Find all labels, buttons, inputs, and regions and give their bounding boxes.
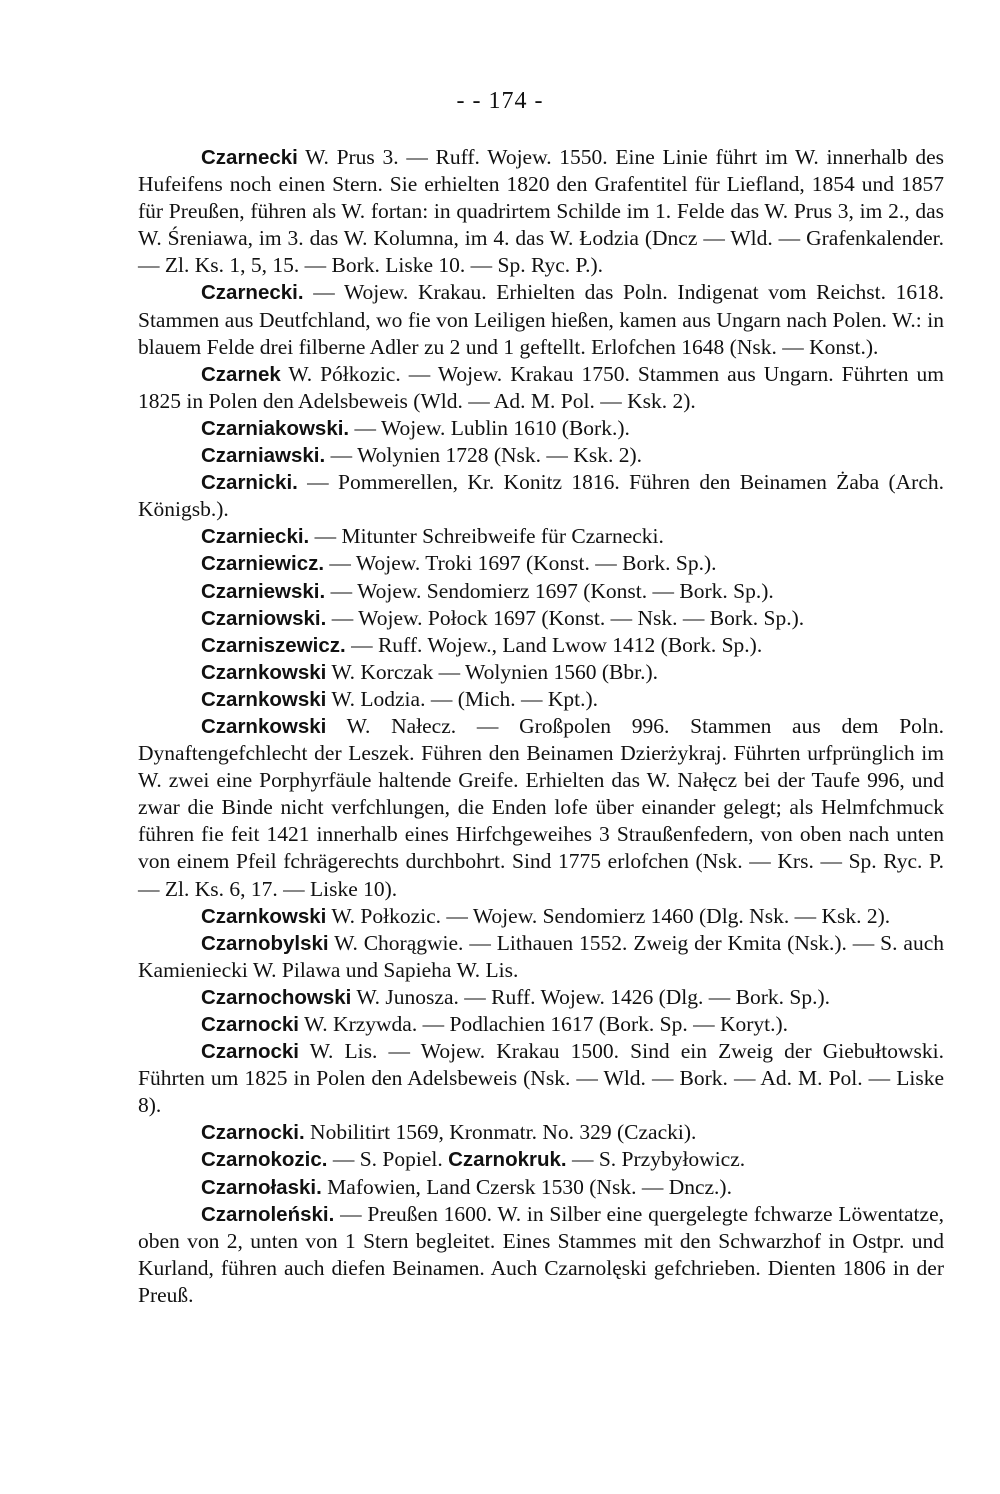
entry bbox=[138, 144, 944, 279]
entry bbox=[138, 930, 944, 984]
entry-text: — Pommerellen, Kr. Konitz 1816. Führen den Beinamen Żaba (Arch. Königsb.). bbox=[138, 470, 944, 522]
entry-headword: Czarnokozic. bbox=[201, 1148, 328, 1172]
entry-text: — Wojew. Lublin 1610 (Bork.). bbox=[349, 415, 630, 440]
entry-text: — Wojew. Sendomierz 1697 (Konst. — Bork. Sp.). bbox=[325, 578, 774, 603]
entry-text: Nobilitirt 1569, Kronmatr. No. 329 (Czacki). bbox=[304, 1120, 697, 1145]
entry-headword: Czarnokruk. bbox=[448, 1148, 567, 1172]
entry bbox=[138, 984, 944, 1011]
entry bbox=[138, 659, 944, 686]
entry-text: — Mitunter Schreibweife für Czarnecki. bbox=[309, 524, 664, 549]
entry-headword: Czarniszewicz. bbox=[201, 633, 346, 657]
entry-text: — Wojew. Troki 1697 (Konst. — Bork. Sp.). bbox=[324, 551, 717, 576]
entry bbox=[138, 523, 944, 550]
entry-text: W. Krzywda. — Podlachien 1617 (Bork. Sp. — Koryt.). bbox=[298, 1012, 789, 1036]
entry-headword: Czarnkowski bbox=[201, 714, 327, 738]
entry-text: W. Chorągwie. — Lithauen 1552. Zweig der Kmita (Nsk.). — S. auch Kamieniecki W. Pilawa und Sapieha W. Lis. bbox=[138, 930, 944, 982]
entry-text: W. Połkozic. — Wojew. Sendomierz 1460 (Dlg. Nsk. — Ksk. 2). bbox=[326, 903, 891, 928]
entry-headword: Czarniakowski. bbox=[201, 416, 350, 440]
entry bbox=[138, 1174, 944, 1201]
entry-text: — Wolynien 1728 (Nsk. — Ksk. 2). bbox=[325, 443, 642, 468]
entry-headword: Czarnoleński. bbox=[201, 1202, 335, 1226]
entry bbox=[138, 1201, 944, 1309]
page-number: - - 174 - bbox=[456, 88, 544, 114]
entry-headword: Czarnicki. bbox=[201, 471, 298, 495]
entry-headword: Czarniewicz. bbox=[201, 552, 325, 576]
entry-headword: Czarnkowski bbox=[201, 904, 327, 928]
entry bbox=[138, 578, 944, 605]
entry-headword: Czarnobylski bbox=[201, 931, 329, 955]
entry bbox=[138, 903, 944, 930]
entries-text bbox=[138, 144, 944, 1309]
entry-headword: Czarniewski. bbox=[201, 579, 326, 603]
entry-text: W. Lis. — Wojew. Krakau 1500. Sind ein Zweig der Giebułtowski. Führten um 1825 in Polen den Adelsbeweis (Nsk. — Wld. — Bork. — Ad. M. Pol. — Liske 8). bbox=[138, 1039, 944, 1118]
entry bbox=[138, 550, 944, 577]
entry-headword: Czarniowski. bbox=[201, 606, 327, 630]
entry-headword: Czarnkowski bbox=[201, 660, 327, 684]
entry-text: W. Korczak — Wolynien 1560 (Bbr.). bbox=[326, 659, 659, 684]
entry-headword: Czarnecki bbox=[201, 146, 298, 169]
entry-headword: Czarnołaski. bbox=[201, 1175, 322, 1199]
entry bbox=[138, 605, 944, 632]
entry bbox=[138, 469, 944, 523]
entry-headword: Czarnecki. bbox=[201, 281, 304, 305]
entry-text: W. Prus 3. — Ruff. Wojew. 1550. Eine Linie führt im W. innerhalb des Hufeifens noch einen Stern. Sie erhielten 1820 den Grafentitel für Liefland, 1854 und 1857 für Preußen, führen als W. fortan: in quadrirtem Schilde im 1. Felde das W. Prus 3, im 2., das W. Śreniawa, im 3. das W. Kolumna, im 4. das W. Łodzia (Dncz — Wld. — Grafenkalender. — Zl. Ks. 1, 5, 15. — Bork. Liske 10. — Sp. Ryc. P.). bbox=[138, 145, 944, 278]
entry-headword: Czarnek bbox=[201, 362, 281, 386]
entry bbox=[138, 415, 944, 442]
entry-headword: Czarnkowski bbox=[201, 687, 327, 711]
entry-text: — Ruff. Wojew., Land Lwow 1412 (Bork. Sp.). bbox=[345, 632, 763, 657]
entry bbox=[138, 1038, 944, 1119]
entry-text: — Wojew. Krakau. Erhielten das Poln. Indigenat vom Reichst. 1618. Stammen aus Deutfchland, wo fie von Leiligen hießen, kamen aus Ungarn nach Polen. W.: in blauem Felde drei filberne Adler zu 2 und 1 geftellt. Erlofchen 1648 (Nsk. — Konst.). bbox=[138, 280, 944, 359]
entry bbox=[138, 442, 944, 469]
entry-text: — S. Popiel. bbox=[327, 1147, 449, 1172]
entry-text: — Preußen 1600. W. in Silber eine quergelegte fchwarze Löwentatze, oben von 2, unten von 1 Stern begleitet. Eines Stammes mit den Schwarzhof in Ostpr. und Kurland, führen auch diefen Beinamen. Auch Czarnolęski gefchrieben. Dienten 1806 in der Preuß. bbox=[138, 1201, 944, 1307]
entry-headword: Czarniecki. bbox=[201, 525, 310, 549]
entry-headword: Czarnocki. bbox=[201, 1121, 305, 1145]
entry bbox=[138, 279, 944, 360]
entry-text: — Wojew. Połock 1697 (Konst. — Nsk. — Bork. Sp.). bbox=[326, 605, 805, 630]
entry bbox=[138, 361, 944, 415]
entry bbox=[138, 1119, 944, 1146]
entry-headword: Czarnocki bbox=[201, 1013, 299, 1036]
entry-text: W. Junosza. — Ruff. Wojew. 1426 (Dlg. — Bork. Sp.). bbox=[351, 984, 831, 1009]
entry bbox=[138, 686, 944, 713]
entry-text: W. Lodzia. — (Mich. — Kpt.). bbox=[326, 686, 599, 711]
entry-text: Mafowien, Land Czersk 1530 (Nsk. — Dncz.). bbox=[321, 1174, 732, 1199]
entry bbox=[138, 632, 944, 659]
entry-headword: Czarniawski. bbox=[201, 444, 326, 468]
entry-headword: Czarnocki bbox=[201, 1040, 299, 1064]
entry-text: W. Półkozic. — Wojew. Krakau 1750. Stammen aus Ungarn. Führten um 1825 in Polen den Adelsbeweis (Wld. — Ad. M. Pol. — Ksk. 2). bbox=[138, 361, 944, 413]
entry-text: W. Nałecz. — Großpolen 996. Stammen aus dem Poln. Dynaftengefchlecht der Leszek. Führen den Beinamen Dzierżykraj. Führten urfprünglich im W. zwei eine Porphyrfäule haltende Greife. Erhielten das W. Nałęcz bei der Taufe 996, und zwar die Binde nicht verfchlungen, die Enden lofe über einander gelegt; als Helmfchmuck führen fie feit 1421 innerhalb eines Hirfchgeweihes 3 Straußenfedern, von oben nach unten von einem Pfeil fchrägerechts durchbohrt. Sind 1775 erlofchen (Nsk. — Krs. — Sp. Ryc. P. — Zl. Ks. 6, 17. — Liske 10). bbox=[138, 713, 944, 901]
entry bbox=[138, 713, 944, 903]
entry bbox=[138, 1011, 944, 1038]
entry bbox=[138, 1146, 944, 1173]
entry-headword: Czarnochowski bbox=[201, 985, 352, 1009]
entry-text: — S. Przybyłowicz. bbox=[566, 1147, 746, 1172]
